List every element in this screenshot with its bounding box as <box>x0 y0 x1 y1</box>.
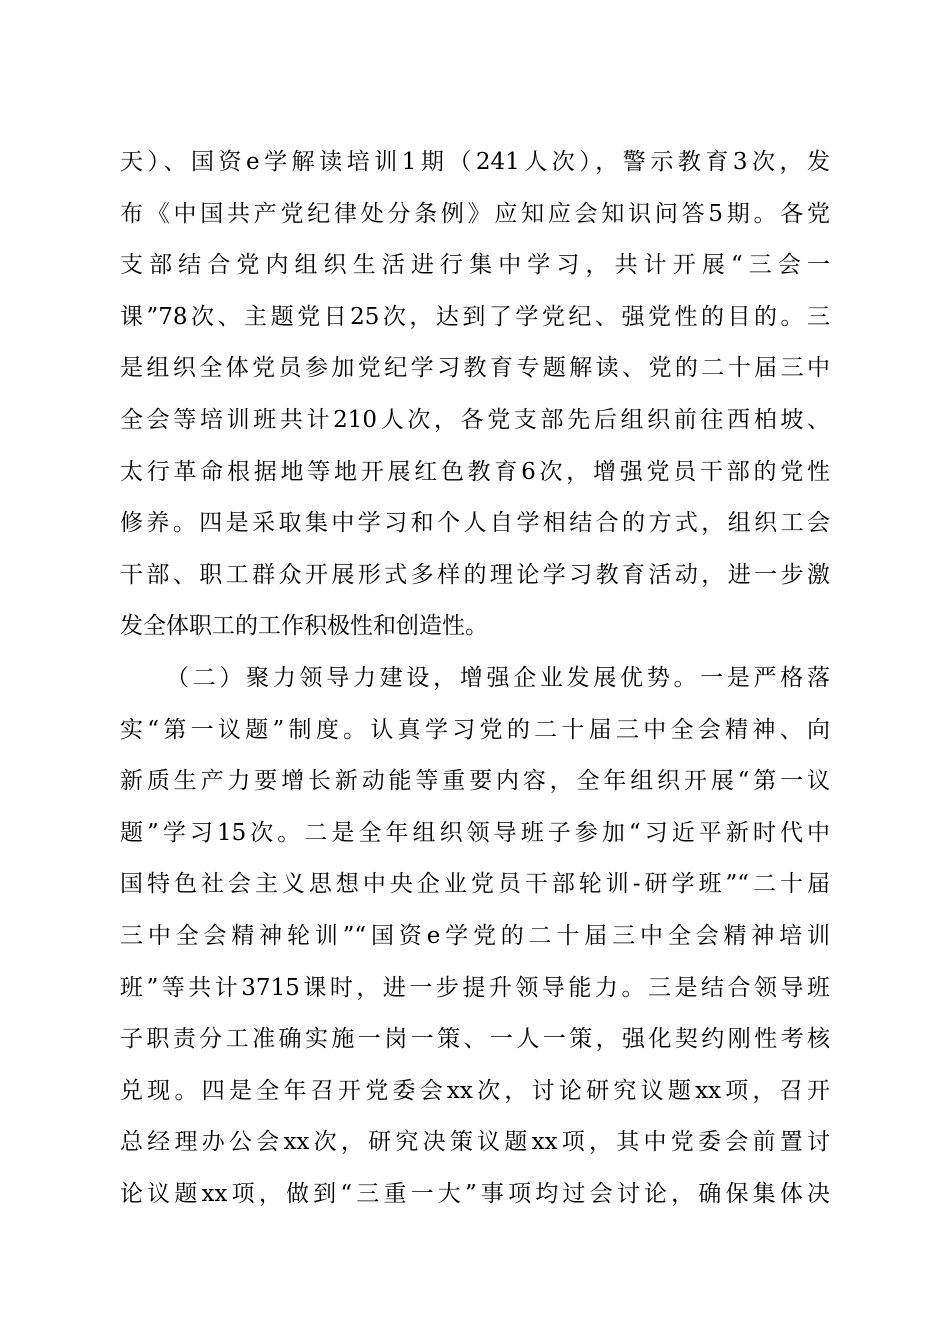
text-line: 子职责分工准确实施一岗一策、一人一策，强化契约刚性考核 <box>120 1026 830 1053</box>
section-heading-line: （二）聚力领导力建设，增强企业发展优势。一是严格落 <box>166 664 830 691</box>
text-line: 国特色社会主义思想中央企业党员干部轮训-研学班”“二十届 <box>120 871 830 898</box>
text-line: 课”78次、主题党日25次，达到了学党纪、强党性的目的。三 <box>120 303 830 330</box>
text-line: 修养。四是采取集中学习和个人自学相结合的方式，组织工会 <box>120 510 830 537</box>
text-line: 干部、职工群众开展形式多样的理论学习教育活动，进一步激 <box>120 561 830 588</box>
text-line: 论议题xx项，做到“三重一大”事项均过会讨论，确保集体决 <box>120 1180 830 1207</box>
text-line: 是组织全体党员参加党纪学习教育专题解读、党的二十届三中 <box>120 355 830 382</box>
text-line: 太行革命根据地等地开展红色教育6次，增强党员干部的党性 <box>120 458 830 485</box>
text-line: 发全体职工的工作积极性和创造性。 <box>120 613 488 640</box>
text-line: 总经理办公会xx次，研究决策议题xx项，其中党委会前置讨 <box>120 1129 830 1156</box>
text-line: 支部结合党内组织生活进行集中学习，共计开展“三会一 <box>120 252 830 279</box>
text-line: 天）、国资e学解读培训1期（241人次），警示教育3次，发 <box>120 149 830 175</box>
text-line: 实“第一议题”制度。认真学习党的二十届三中全会精神、向 <box>120 716 830 743</box>
body-text <box>120 137 830 1220</box>
text-line: 题”学习15次。二是全年组织领导班子参加“习近平新时代中 <box>120 819 830 846</box>
text-line: 布《中国共产党纪律处分条例》应知应会知识问答5期。各党 <box>120 200 830 227</box>
text-line: 全会等培训班共计210人次，各党支部先后组织前往西柏坡、 <box>120 406 830 433</box>
text-line: 班”等共计3715课时，进一步提升领导能力。三是结合领导班 <box>120 974 830 1001</box>
text-line: 三中全会精神轮训”“国资e学党的二十届三中全会精神培训 <box>120 922 830 949</box>
text-line: 新质生产力要增长新动能等重要内容，全年组织开展“第一议 <box>120 768 830 795</box>
text-line: 兑现。四是全年召开党委会xx次，讨论研究议题xx项，召开 <box>120 1077 830 1104</box>
